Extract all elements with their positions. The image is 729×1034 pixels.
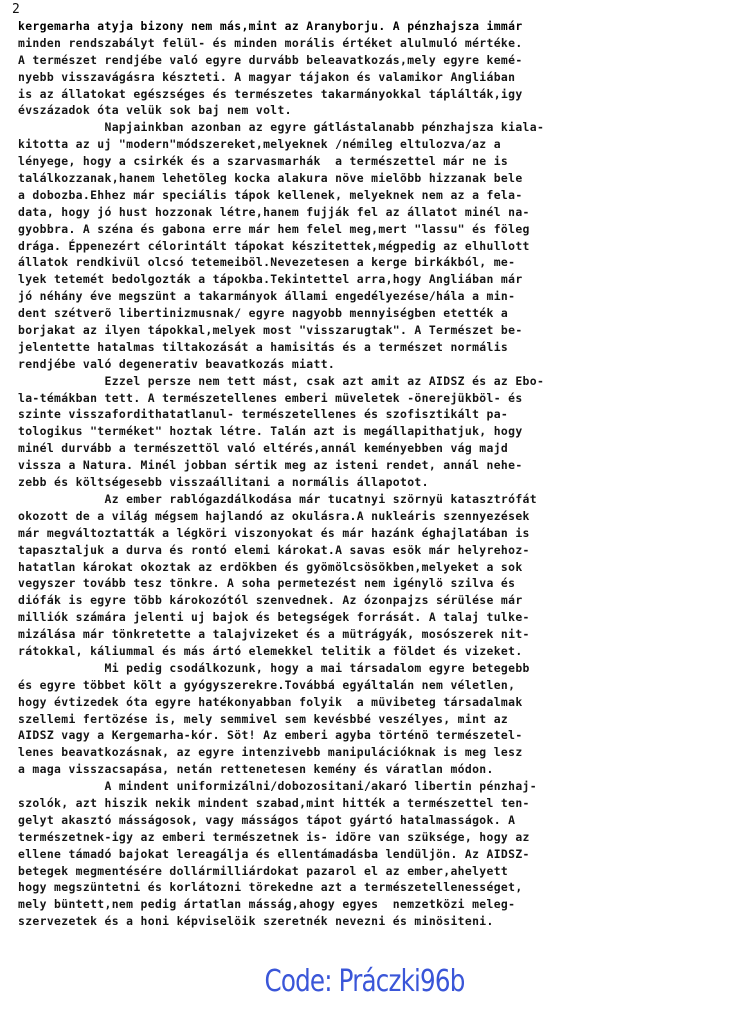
text-line: a maga visszacsapása, netán rettenetesen kemény és váratlan módon.: [18, 762, 494, 777]
text-line: diófák is egyre több károkozótól szenvednek. Az ózonpajzs sérülése már: [18, 593, 523, 608]
text-line: borjakat az ilyen tápokkal,melyek most "visszarugtak". A Természet be-: [18, 323, 523, 338]
text-line: rátokkal, káliummal és más ártó elemekkel telitik a földet és vizeket.: [18, 643, 523, 658]
text-line: milliók számára jelenti uj bajok és betegségek forrását. A talaj tulke-: [18, 610, 530, 625]
text-line: már megváltoztatták a légköri viszonyokat és már hazánk éghajlatában is: [18, 525, 530, 540]
text-line: mely büntett,nem pedig ártatlan másság,ahogy egyes nemzetközi meleg-: [18, 897, 516, 912]
text-line: ellene támadó bajokat lereagálja és ellentámadásba lendüljön. Az AIDSZ-: [18, 846, 530, 861]
text-line: lyek tetemét bedolgozták a tápokba.Tekintettel arra,hogy Angliában már: [18, 272, 523, 287]
text-line: A mindent uniformizálni/dobozositani/akaró libertin pénzhaj-: [18, 779, 537, 794]
text-line: Napjainkban azonban az egyre gátlástalanabb pénzhajsza kiala-: [18, 120, 545, 135]
text-line: la-témákban tett. A természetellenes emberi müveletek -önerejükböl- és: [18, 390, 523, 405]
text-line: kergemarha atyja bizony nem más,mint az Aranyborju. A pénzhajsza immár: [18, 19, 523, 33]
text-line: lényege, hogy a csirkék és a szarvasmarhák a természettel már ne is: [18, 154, 509, 169]
text-line: A természet rendjébe való egyre durvább beleavatkozás,mely egyre kemé-: [18, 52, 523, 67]
text-line: is az állatokat egészséges és természetes takarmányokkal táplálták,igy: [18, 86, 523, 101]
text-line: data, hogy jó hust hozzonak létre,hanem fujják fel az állatot minél na-: [18, 204, 530, 219]
text-line: vegyszer tovább tesz tönkre. A soha permetezést nem igénylö szilva és: [18, 576, 516, 591]
text-line: szinte visszafordithatatlanul- természetellenes és szofisztikált pa-: [18, 407, 509, 422]
text-line: tologikus "terméket" hoztak létre. Talán azt is megállapithatjuk, hogy: [18, 424, 523, 439]
text-line: természetnek-igy az emberi természetnek is- idöre van szüksége, hogy az: [18, 829, 530, 844]
text-line: gelyt akasztó másságosok, vagy másságos tápot gyártó hatalmasságok. A: [18, 812, 516, 827]
text-line: gyobbra. A széna és gabona erre már hem felel meg,mert "lassu" és föleg: [18, 221, 530, 236]
text-line: AIDSZ vagy a Kergemarha-kór. Söt! Az emberi agyba történö természetel-: [18, 728, 523, 743]
text-line: hatatlan károkat okoztak az erdökben és gyömölcsösökben,melyeket a sok: [18, 559, 523, 574]
text-line: minél durvább a természettöl való eltérés,annál keményebben vág majd: [18, 441, 509, 456]
text-line: a dobozba.Ehhez már speciális tápok kellenek, melyeknek nem az a fela-: [18, 187, 523, 202]
text-line: drága. Éppenezért célorintált tápokat készitettek,mégpedig az elhullott: [18, 238, 530, 253]
text-line: szervezetek és a honi képviselöik szeretnék nevezni és minösiteni.: [18, 914, 494, 929]
text-line: nyebb visszavágásra készteti. A magyar tájakon és valamikor Angliában: [18, 69, 516, 84]
text-line: kitotta az uj "modern"módszereket,melyeknek /némileg eltulozva/az a: [18, 137, 501, 152]
text-line: betegek megmentésére dollármilliárdokat pazarol el az ember,ahelyett: [18, 863, 509, 878]
text-line: találkozzanak,hanem lehetõleg kocka alakura növe mielõbb hizzanak bele: [18, 171, 523, 186]
text-line: Ezzel persze nem tett mást, csak azt amit az AIDSZ és az Ebo-: [18, 373, 545, 388]
text-line: okozott de a világ mégsem hajlandó az okulásra.A nukleáris szennyezések: [18, 508, 530, 523]
text-line: minden rendszabályt felül- és minden morális értéket alulmuló mértéke.: [18, 35, 523, 50]
text-line: és egyre többet költ a gyógyszerekre.Továbbá egyáltalán nem véletlen,: [18, 677, 516, 692]
text-line: évszázadok óta velük sok baj nem volt.: [18, 103, 292, 118]
text-line: tapasztaljuk a durva és rontó elemi károkat.A savas esök már helyrehoz-: [18, 542, 530, 557]
text-line: zebb és költségesebb visszaállitani a normális állapotot.: [18, 475, 429, 490]
text-line: Mi pedig csodálkozunk, hogy a mai társadalom egyre betegebb: [18, 660, 530, 675]
text-line: állatok rendkivül olcsó tetemeiböl.Nevezetesen a kerge birkákból, me-: [18, 255, 516, 270]
text-line: Az ember rablógazdálkodása már tucatnyi szörnyü katasztrófát: [18, 491, 537, 506]
text-line: mizálása már tönkretette a talajvizeket és a mütrágyák, mosószerek nit-: [18, 627, 530, 642]
page-number: 2: [12, 2, 20, 17]
text-line: rendjébe való degenerativ beavatkozás miatt.: [18, 356, 336, 371]
text-line: jó néhány éve megszünt a takarmányok állami engedélyezése/hála a min-: [18, 289, 516, 304]
text-line: hogy évtizedek óta egyre hatékonyabban folyik a müvibeteg társadalmak: [18, 694, 523, 709]
text-line: vissza a Natura. Minél jobban sértik meg az isteni rendet, annál nehe-: [18, 458, 523, 473]
text-line: jelentette hatalmas tiltakozását a hamisitás és a természet normális: [18, 339, 509, 354]
text-line: lenes beavatkozásnak, az egyre intenzivebb manipulációknak is meg lesz: [18, 745, 523, 760]
text-line: hogy megszüntetni és korlátozni törekedne azt a természetellenességet,: [18, 880, 523, 895]
code-label: Code: Práczki96b: [264, 964, 465, 999]
text-line: dent szétverõ libertinizmusnak/ egyre nagyobb mennyiségben etették a: [18, 306, 509, 321]
body-text: [18, 18, 722, 930]
text-line: szolók, azt hiszik nekik mindent szabad,mint hitték a természettel ten-: [18, 795, 530, 810]
text-line: szellemi fertözése is, mely semmivel sem kevésbbé veszélyes, mint az: [18, 711, 509, 726]
